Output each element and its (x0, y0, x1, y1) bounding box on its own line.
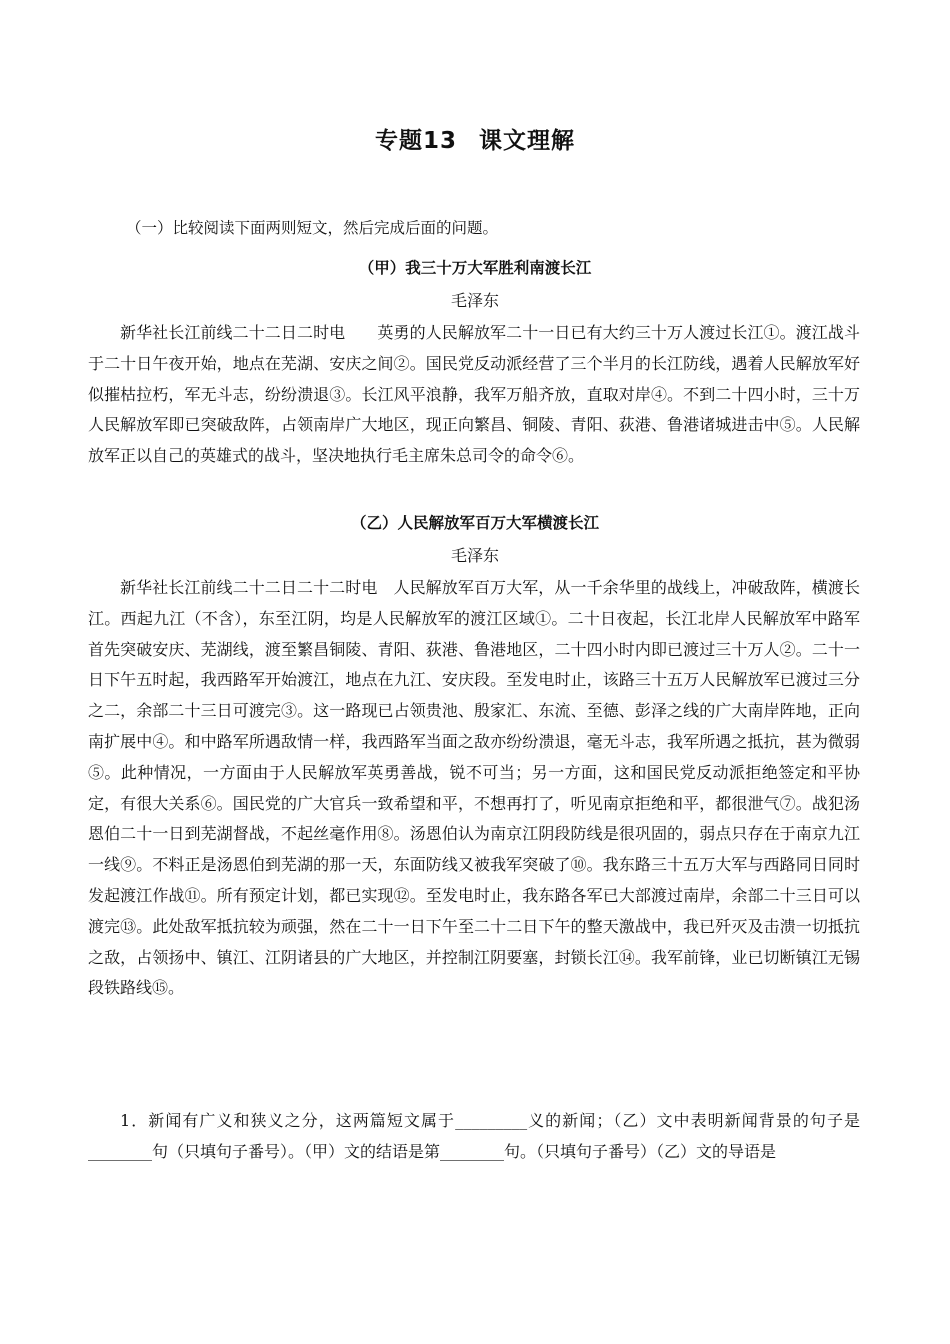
article-b-body: 新华社长江前线二十二日二十二时电 人民解放军百万大军，从一千余华里的战线上，冲破敌阵，横渡长江。西起九江（不含），东至江阴，均是人民解放军的渡江区域①。二十日夜起，长江北岸人民解放军中路军首先突破安庆、芜湖线，渡至繁昌铜陵、青阳、荻港、鲁港地区，二十四小时内即已渡过三十万人②。二十一日下午五时起，我西路军开始渡江，地点在九江、安庆段。至发电时止，该路三十五万人民解放军已渡过三分之二，余部二十三日可渡完③。这一路现已占领贵池、殷家汇、东流、至德、彭泽之线的广大南岸阵地，正向南扩展中④。和中路军所遇敌情一样，我西路军当面之敌亦纷纷溃退，毫无斗志，我军所遇之抵抗，甚为微弱⑤。此种情况，一方面由于人民解放军英勇善战，锐不可当；另一方面，这和国民党反动派拒绝签定和平协定，有很大关系⑥。国民党的广大官兵一致希望和平，不想再打了，听见南京拒绝和平，都很泄气⑦。战犯汤恩伯二十一日到芜湖督战，不起丝毫作用⑧。汤恩伯认为南京江阴段防线是很巩固的，弱点只存在于南京九江一线⑨。不料正是汤恩伯到芜湖的那一天，东面防线又被我军突破了⑩。我东路三十五万大军与西路同日同时发起渡江作战⑪。所有预定计划，都已实现⑫。至发电时止，我东路各军已大部渡过南岸，余部二十三日可以渡完⑬。此处敌军抵抗较为顽强，然在二十一日下午至二十二日下午的整天激战中，我已歼灭及击溃一切抵抗之敌，占领扬中、镇江、江阴诸县的广大地区，并控制江阴要塞，封锁长江⑭。我军前锋，业已切断镇江无锡段铁路线⑮。 (88, 578, 860, 998)
article-a-heading: （甲）我三十万大军胜利南渡长江 (358, 259, 592, 277)
title-main: 专题13 (374, 128, 457, 154)
article-a-body: 新华社长江前线二十二日二时电 英勇的人民解放军二十一日已有大约三十万人渡过长江①。渡江战斗于二十日午夜开始，地点在芜湖、安庆之间②。国民党反动派经营了三个半月的长江防线，遇着人民解放军好似摧枯拉朽，军无斗志，纷纷溃退③。长江风平浪静，我军万船齐放，直取对岸④。不到二十四小时，三十万人民解放军即已突破敌阵，占领南岸广大地区，现正向繁昌、铜陵、青阳、荻港、鲁港诸城进击中⑤。人民解放军正以自己的英雄式的战斗，坚决地执行毛主席朱总司令的命令⑥。 (88, 323, 860, 466)
title-sub: 课文理解 (479, 128, 575, 154)
question-1: 1．新闻有广义和狭义之分，这两篇短文属于_________义的新闻；（乙）文中表明新闻背景的句子是________句（只填句子番号）。（甲）文的结语是第________句。（只填句子番号）（乙）文的导语是 (88, 1111, 860, 1161)
article-a-author: 毛泽东 (450, 291, 499, 310)
instruction-text: （一）比较阅读下面两则短文，然后完成后面的问题。 (126, 219, 499, 237)
article-b-heading: （乙）人民解放军百万大军横渡长江 (350, 514, 599, 532)
article-b-author: 毛泽东 (450, 546, 499, 565)
document-title (0, 122, 950, 155)
